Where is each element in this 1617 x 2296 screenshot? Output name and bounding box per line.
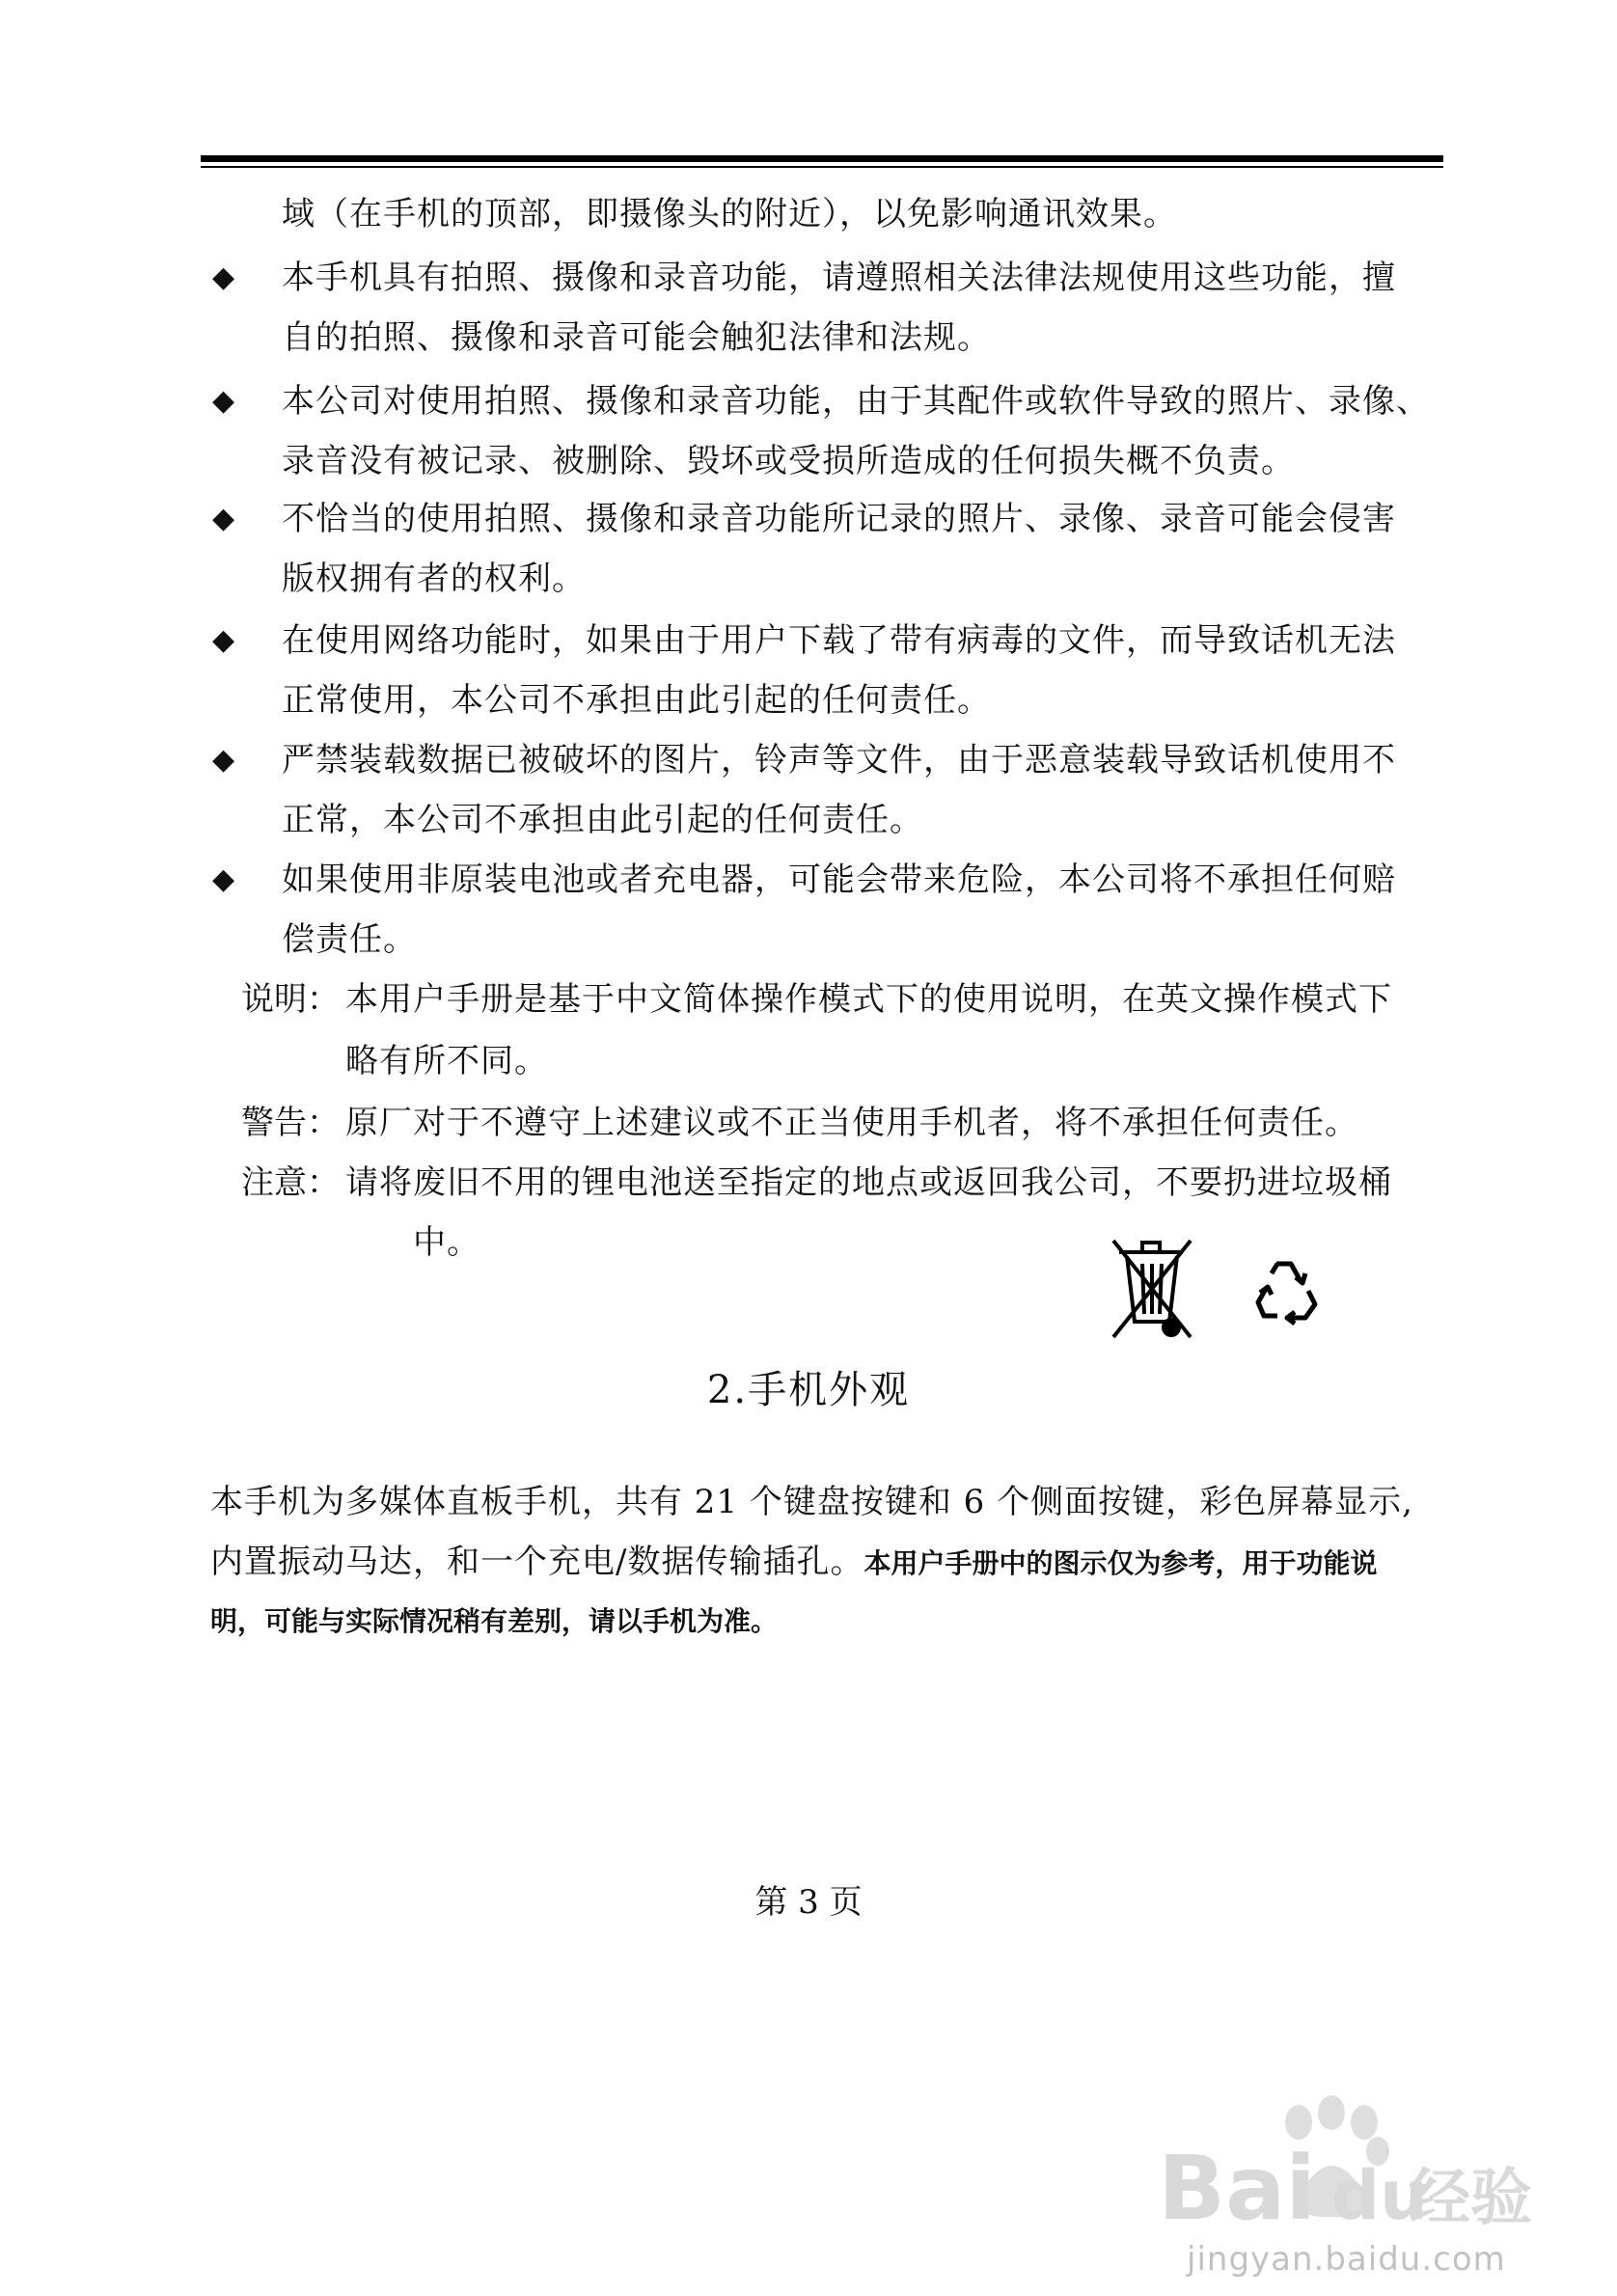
text-line: 如果使用非原装电池或者充电器，可能会带来危险，本公司将不承担任何赔	[282, 861, 1396, 899]
paragraph-bold-text: 本用户手册中的图示仅为参考，用于功能说	[863, 1547, 1378, 1579]
text-line: 域（在手机的顶部，即摄像头的附近），以免影响通讯效果。	[282, 195, 1177, 233]
bullet-icon: ◆	[212, 260, 235, 294]
paragraph-line: 本手机为多媒体直板手机，共有 21 个键盘按键和 6 个侧面按键，彩色屏幕显示,	[210, 1483, 1413, 1521]
note-label-explain: 说明：	[241, 980, 340, 1019]
text-line: 偿责任。	[282, 920, 417, 959]
text-line: 本手机具有拍照、摄像和录音功能，请遵照相关法律法规使用这些功能，擅	[282, 259, 1396, 297]
bullet-icon: ◆	[212, 743, 235, 777]
watermark-logo-cn: 经验	[1409, 2163, 1532, 2234]
watermark-url: jingyan.baidu.com	[1187, 2240, 1506, 2279]
text-line: 版权拥有者的权利。	[282, 560, 586, 598]
note-text: 原厂对于不遵守上述建议或不正当使用手机者，将不承担任何责任。	[345, 1104, 1358, 1142]
note-label-attention: 注意：	[241, 1163, 340, 1202]
paragraph-line	[210, 1541, 1377, 1585]
page-number: 第 3 页	[754, 1883, 863, 1922]
text-line: 录音没有被记录、被删除、毁坏或受损所造成的任何损失概不负责。	[282, 442, 1295, 480]
section-title: 2.手机外观	[706, 1368, 911, 1412]
paragraph-text: 内置振动马达，和一个充电/数据传输插孔。	[210, 1543, 864, 1581]
text-line: 本公司对使用拍照、摄像和录音功能，由于其配件或软件导致的照片、录像、	[282, 382, 1430, 421]
text-line: 不恰当的使用拍照、摄像和录音功能所记录的照片、录像、录音可能会侵害	[282, 500, 1396, 538]
recycle-icon	[1258, 1264, 1315, 1324]
note-text: 请将废旧不用的锂电池送至指定的地点或返回我公司，不要扔进垃圾桶	[345, 1163, 1392, 1202]
bullet-icon: ◆	[212, 502, 235, 535]
paragraph-bold-line: 明，可能与实际情况稍有差别，请以手机为准。	[210, 1605, 779, 1637]
text-line: 正常使用，本公司不承担由此引起的任何责任。	[282, 681, 991, 720]
text-line: 在使用网络功能时，如果由于用户下载了带有病毒的文件，而导致话机无法	[282, 621, 1396, 660]
crossed-out-bin-icon	[1113, 1241, 1191, 1337]
disposal-symbols	[1108, 1235, 1339, 1346]
note-label-warning: 警告：	[241, 1104, 340, 1142]
bullet-icon: ◆	[212, 623, 235, 657]
watermark-logo-text-left: Bai	[1158, 2137, 1316, 2240]
note-text: 中。	[413, 1223, 480, 1262]
note-text: 本用户手册是基于中文简体操作模式下的使用说明，在英文操作模式下	[345, 980, 1392, 1019]
bullet-icon: ◆	[212, 862, 235, 896]
header-rule-thick	[201, 155, 1443, 162]
header-rule-thin	[201, 166, 1443, 168]
bullet-icon: ◆	[212, 384, 235, 418]
text-line: 正常，本公司不承担由此引起的任何责任。	[282, 801, 923, 839]
note-text: 略有所不同。	[345, 1042, 548, 1080]
text-line: 严禁装载数据已被破坏的图片，铃声等文件，由于恶意装载导致话机使用不	[282, 741, 1396, 779]
text-line: 自的拍照、摄像和录音可能会触犯法律和法规。	[282, 318, 991, 357]
watermark-logo-text-right: du	[1331, 2156, 1428, 2235]
